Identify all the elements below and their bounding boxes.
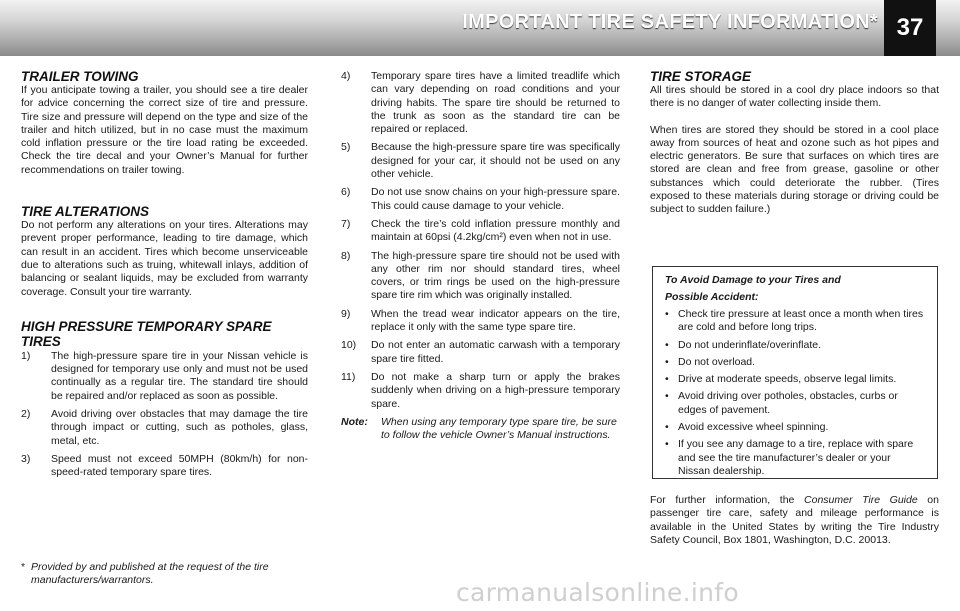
page-number: 37	[884, 0, 936, 56]
list-item: • Do not overload.	[665, 355, 756, 368]
page-header	[0, 0, 960, 56]
list-item: 8) The high-pressure spare tire should not be used with any other rim nor should standard tires, wheel covers, or trim rings be used on the high-pressure spare tire rim which was originally installed.	[341, 249, 620, 302]
list-item: • Avoid excessive wheel spinning.	[665, 421, 829, 434]
list-item: 7) Check the tire’s cold inflation pressure monthly and maintain at 60psi (4.2kg/cm²) even when not in use.	[341, 217, 620, 244]
list-item: • Check tire pressure at least once a month when tires are cold and before long trips.	[665, 308, 924, 334]
temporary-spare-list-part1	[21, 350, 308, 480]
column-left	[21, 70, 308, 485]
list-item: 3) Speed must not exceed 50MPH (80km/h) for non-speed-rated temporary spare tires.	[21, 452, 308, 479]
avoid-damage-list	[665, 308, 925, 478]
note	[341, 416, 620, 443]
note-label: Note:	[341, 415, 368, 428]
list-item: 9) When the tread wear indicator appears on the tire, replace it only with the same type spare tire.	[341, 307, 620, 334]
note-text: When using any temporary type spare tire, be sure to follow the vehicle Owner’s Manual instructions.	[381, 415, 617, 442]
list-item: 1) The high-pressure spare tire in your Nissan vehicle is designed for temporary use only and must not be used continually as a regular tire. The standard tire should be repaired and/or replaced as soon as possible.	[21, 349, 308, 402]
tire-storage-heading: TIRE STORAGE	[650, 69, 752, 84]
temporary-spare-heading: HIGH PRESSURE TEMPORARY SPARE TIRES	[21, 318, 272, 349]
list-item: 5) Because the high-pressure spare tire was specifically designed for your car, it should not be used on any other vehicle.	[341, 141, 620, 181]
column-right	[650, 70, 939, 230]
list-item: 4) Temporary spare tires have a limited treadlife which can vary depending on road conditions and your driving habits. The spare tire should be returned to the trunk as soon as the standard tire can be repaired or replaced.	[341, 70, 620, 136]
list-item: 11) Do not make a sharp turn or apply the brakes suddenly when driving on a high-pressure temporary spare.	[341, 370, 620, 410]
consumer-tire-guide-title: Consumer Tire Guide	[804, 494, 918, 506]
list-item: 6) Do not use snow chains on your high-pressure spare. This could cause damage to your vehicle.	[341, 186, 620, 212]
list-item: 10) Do not enter an automatic carwash with a temporary spare tire fitted.	[341, 339, 620, 365]
tire-alterations-body: Do not perform any alterations on your tires. Alterations may prevent proper performance, leading to tire damage, which can result in an accident. Tires which become unserviceable due to alterations such as truing, whitewall inlays, addition of balancing or sealant liquids, may be excluded from warranty coverage. Consult your tire warranty.	[21, 219, 308, 298]
column-middle	[341, 70, 620, 442]
further-information: For further information, the Consumer Tire Guide on passenger tire care, safety and mileage performance is available in the United States by writing the Tire Industry Safety Council, Box 1801, Washington, D.C. 20013.	[650, 494, 939, 546]
trailer-towing-body: If you anticipate towing a trailer, you should see a tire dealer for advice concerning the correct size of tire and pressure. Tire size and pressure will depend on the type and size of the trailer and hitch utilized, but in no case must the maximum cold inflation pressure or the tire load rating be exceeded. Check the tire decal and your Owner’s Manual for further recommendations on trailer towing.	[21, 84, 308, 176]
tire-storage-para2: When tires are stored they should be stored in a cool place away from sources of heat and ozone such as hot pipes and electric generators. Be sure that surfaces on which tires are stored are clean and free from grease, gasoline or other substances which could deteriorate the rubber. (Tires exposed to these materials during storage or driving could be subject to sudden failure.)	[650, 123, 939, 216]
list-item: • If you see any damage to a tire, replace with spare and see the tire manufacturer’s dealer or your Nissan dealership.	[665, 438, 914, 477]
page-title: IMPORTANT TIRE SAFETY INFORMATION*	[462, 11, 878, 33]
list-item: • Drive at moderate speeds, observe legal limits.	[665, 373, 897, 386]
avoid-damage-title: To Avoid Damage to your Tires and Possible Accident:	[665, 274, 841, 303]
temporary-spare-list-part2	[341, 70, 620, 411]
list-item: • Avoid driving over potholes, obstacles, curbs or edges of pavement.	[665, 390, 898, 416]
footnote: * Provided by and published at the request of the tire manufacturers/warrantors.	[21, 561, 269, 587]
list-item: • Do not underinflate/overinflate.	[665, 338, 822, 351]
list-item: 2) Avoid driving over obstacles that may damage the tire through impact or cutting, such as potholes, glass, metal, etc.	[21, 408, 308, 447]
trailer-towing-heading: TRAILER TOWING	[21, 69, 139, 84]
tire-storage-para1: All tires should be stored in a cool dry place indoors so that there is no danger of water collecting inside them.	[650, 84, 939, 110]
avoid-damage-box	[652, 266, 938, 479]
watermark: carmanualsonline.info	[456, 578, 739, 607]
tire-alterations-heading: TIRE ALTERATIONS	[21, 204, 149, 220]
